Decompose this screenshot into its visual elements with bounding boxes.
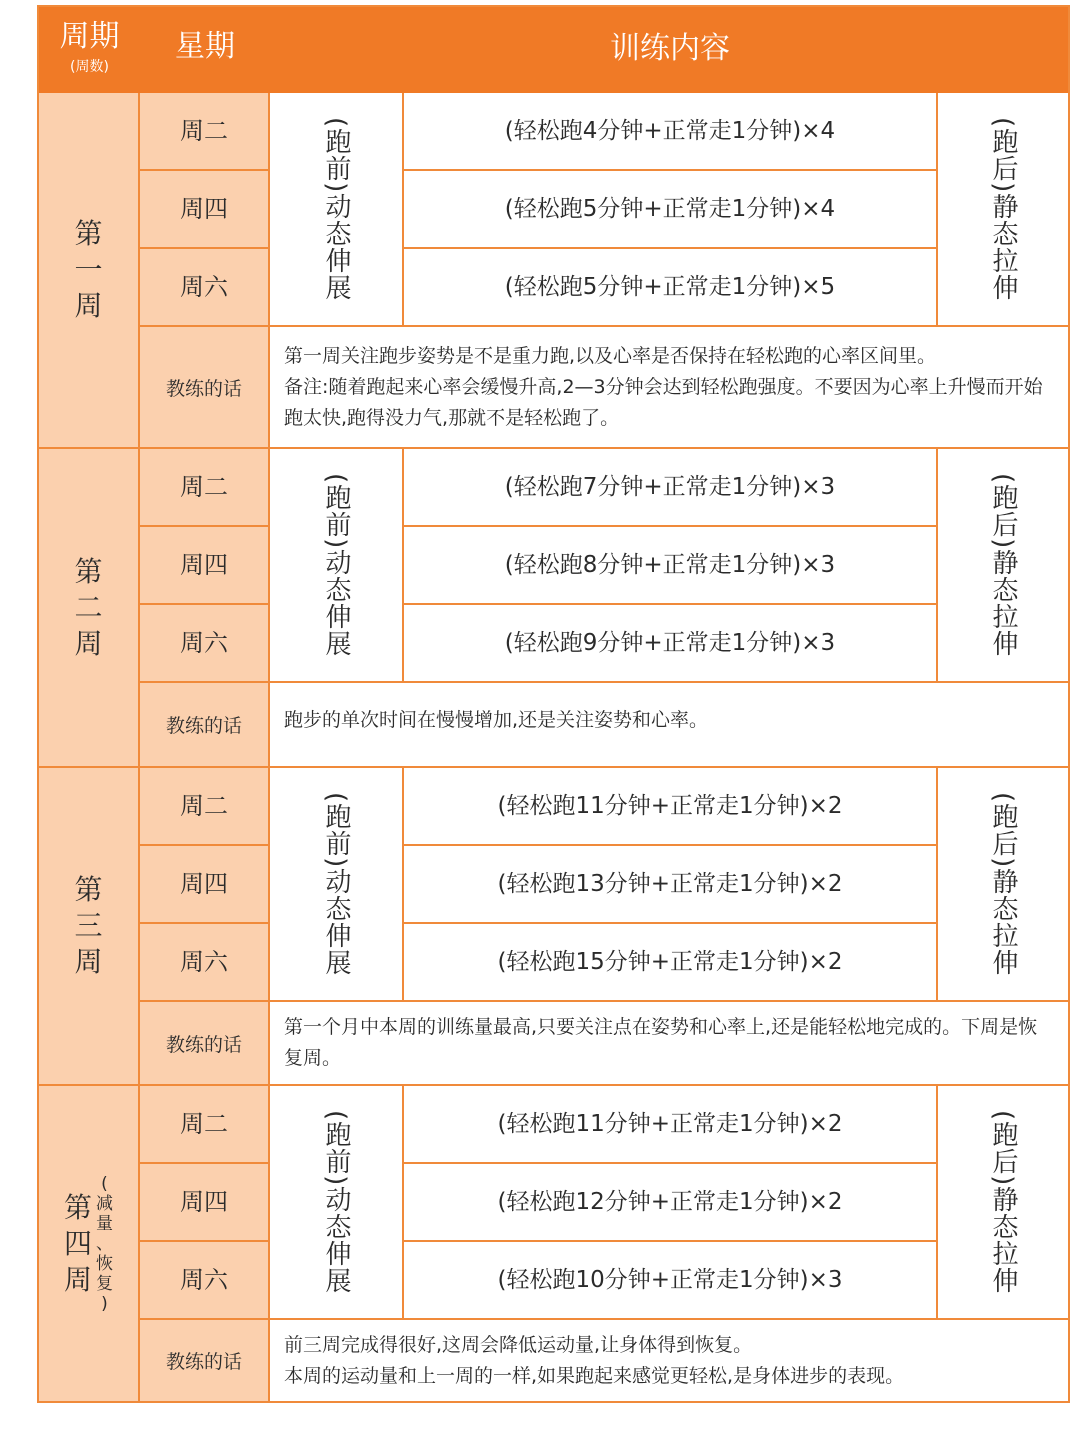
warmup-text: (跑前)动态伸展 [321, 472, 351, 658]
week-3-section [39, 768, 1068, 1084]
weekday-cell: 周六 [140, 249, 270, 327]
cooldown-cell [936, 449, 1068, 683]
exercise-cell: (轻松跑11分钟+正常走1分钟)×2 [404, 1086, 936, 1164]
exercise-cell: (轻松跑4分钟+正常走1分钟)×4 [404, 93, 936, 171]
header-period-sub: (周数) [70, 59, 109, 75]
week-label-cell [39, 768, 140, 1084]
header-weekday: 星期 [175, 29, 235, 64]
weekday-cell: 周六 [140, 1242, 270, 1320]
exercise-cell: (轻松跑5分钟+正常走1分钟)×5 [404, 249, 936, 327]
week-label-cell [39, 449, 140, 766]
week-label-cell [39, 93, 140, 447]
week-label-sub: ( 减 量 、 恢 复 ) [96, 1173, 113, 1314]
table-header [39, 7, 1068, 93]
header-period: 周期 [59, 19, 120, 54]
cooldown-text: (跑后)静态拉伸 [988, 1109, 1018, 1295]
cooldown-text: (跑后)静态拉伸 [988, 116, 1018, 302]
warmup-text: (跑前)动态伸展 [321, 116, 351, 302]
exercise-cell: (轻松跑8分钟+正常走1分钟)×3 [404, 527, 936, 605]
exercise-cell: (轻松跑12分钟+正常走1分钟)×2 [404, 1164, 936, 1242]
coach-note: 前三周完成得很好,这周会降低运动量,让身体得到恢复。 本周的运动量和上一周的一样,如果跑起来感觉更轻松,是身体进步的表现。 [284, 1333, 905, 1387]
coach-note: 跑步的单次时间在慢慢增加,还是关注姿势和心率。 [284, 709, 709, 731]
warmup-cell [270, 449, 404, 683]
training-table [37, 5, 1070, 1403]
weekday-cell: 周四 [140, 1164, 270, 1242]
warmup-text: (跑前)动态伸展 [321, 791, 351, 977]
weekday-cell: 周四 [140, 527, 270, 605]
coach-label: 教练的话 [140, 1002, 270, 1084]
exercise-cell: (轻松跑11分钟+正常走1分钟)×2 [404, 768, 936, 846]
cooldown-text: (跑后)静态拉伸 [988, 791, 1018, 977]
coach-note: 第一周关注跑步姿势是不是重力跑,以及心率是否保持在轻松跑的心率区间里。 备注:随着跑起来心率会缓慢升高,2—3分钟会达到轻松跑强度。不要因为心率上升慢而开始跑太快,跑得没力气,那就不是轻松跑了。 [284, 344, 1043, 429]
week-label: 第 三 周 [74, 873, 103, 978]
exercise-cell: (轻松跑9分钟+正常走1分钟)×3 [404, 605, 936, 683]
coach-label: 教练的话 [140, 1320, 270, 1401]
weekday-cell: 周二 [140, 1086, 270, 1164]
weekday-cell: 周二 [140, 93, 270, 171]
exercise-cell: (轻松跑15分钟+正常走1分钟)×2 [404, 924, 936, 1002]
coach-label: 教练的话 [140, 327, 270, 447]
week-4-section [39, 1086, 1068, 1401]
coach-label: 教练的话 [140, 683, 270, 766]
warmup-cell [270, 1086, 404, 1320]
week-2-section [39, 449, 1068, 766]
exercise-cell: (轻松跑7分钟+正常走1分钟)×3 [404, 449, 936, 527]
weekday-cell: 周二 [140, 449, 270, 527]
exercise-cell: (轻松跑10分钟+正常走1分钟)×3 [404, 1242, 936, 1320]
weekday-cell: 周四 [140, 846, 270, 924]
cooldown-cell [936, 768, 1068, 1002]
week-label: 第 四 周 ( 减 量 、 恢 复 ) [63, 1173, 113, 1314]
exercise-cell: (轻松跑13分钟+正常走1分钟)×2 [404, 846, 936, 924]
week-label-cell [39, 1086, 140, 1401]
weekday-cell: 周六 [140, 605, 270, 683]
exercise-cell: (轻松跑5分钟+正常走1分钟)×4 [404, 171, 936, 249]
cooldown-text: (跑后)静态拉伸 [988, 472, 1018, 658]
coach-note: 第一个月中本周的训练量最高,只要关注点在姿势和心率上,还是能轻松地完成的。下周是恢复周。 [284, 1016, 1038, 1069]
weekday-cell: 周四 [140, 171, 270, 249]
warmup-cell [270, 93, 404, 327]
warmup-text: (跑前)动态伸展 [321, 1109, 351, 1295]
week-label: 第 一 周 [74, 217, 103, 322]
weekday-cell: 周六 [140, 924, 270, 1002]
week-1-section [39, 93, 1068, 447]
cooldown-cell [936, 1086, 1068, 1320]
weekday-cell: 周二 [140, 768, 270, 846]
warmup-cell [270, 768, 404, 1002]
cooldown-cell [936, 93, 1068, 327]
header-content: 训练内容 [610, 31, 730, 66]
week-label: 第 二 周 [74, 554, 103, 660]
